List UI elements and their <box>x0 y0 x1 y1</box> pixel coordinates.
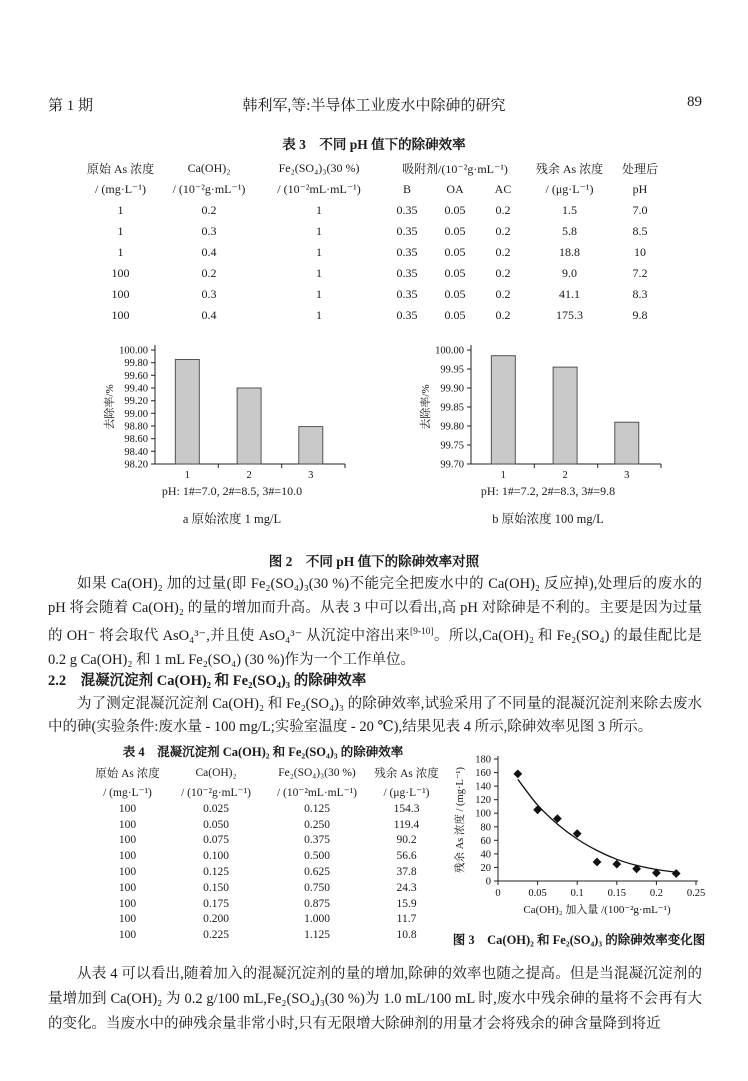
cell: 0.200 <box>203 913 229 926</box>
svg-text:0.1: 0.1 <box>570 888 584 899</box>
running-title: 韩利军,等:半导体工业废水中除砷的研究 <box>242 98 506 114</box>
svg-text:99.90: 99.90 <box>440 383 464 395</box>
col-header-unit: OA <box>446 182 464 196</box>
table-row <box>78 242 668 263</box>
bar <box>553 367 577 464</box>
svg-text:160: 160 <box>475 768 491 780</box>
svg-text:100: 100 <box>475 808 491 820</box>
table-row <box>78 284 668 305</box>
cell: 1 <box>316 245 322 259</box>
table4 <box>85 763 441 943</box>
svg-text:80: 80 <box>480 822 491 834</box>
svg-text:99.70: 99.70 <box>440 459 464 471</box>
ph-note-b: pH: 1#=7.2, 2#=8.3, 3#=9.8 <box>480 484 616 498</box>
cell: 0.2 <box>495 245 511 259</box>
svg-text:99.00: 99.00 <box>124 408 148 420</box>
cell: 0.2 <box>495 287 511 301</box>
cell: 1.5 <box>562 203 577 217</box>
cell: 7.2 <box>632 266 648 280</box>
tick-labels <box>475 755 705 900</box>
cell: 1 <box>117 203 124 217</box>
subcaption-b: b 原始浓度 100 mg/L <box>492 512 604 526</box>
cell: 10 <box>634 245 646 259</box>
cell: 1 <box>316 203 322 217</box>
svg-text:98.40: 98.40 <box>124 446 148 458</box>
col-header: 残余 As 浓度 <box>535 162 604 176</box>
cell: 9.8 <box>632 308 648 322</box>
svg-text:180: 180 <box>475 754 491 766</box>
cell: 0.05 <box>444 266 466 280</box>
col-header-unit: / (mg·L⁻¹) <box>103 786 152 799</box>
svg-text:60: 60 <box>480 835 491 847</box>
paragraph-text: 如果 Ca(OH)₂ 加的过量(即 Fe₂(SO₄)₃(30 %)不能完全把废水中的 Ca(OH)₂ 反应掉),处理后的废水的 pH 将会随着 Ca(OH)₂ 的量的增加而升高。从表 3 中可以看出,高 pH 对除砷是不利的。主要是因为过量的 OH⁻ 将会取代 AsO₄³⁻,并且使 AsO₄³⁻ 从沉淀中溶出来 <box>48 576 702 644</box>
cell: 5.8 <box>562 224 577 238</box>
cell: 0.125 <box>203 866 229 879</box>
cell: 0.2 <box>201 203 217 217</box>
cell: 100 <box>118 850 137 863</box>
bar <box>491 356 515 464</box>
table3 <box>78 158 668 326</box>
cell: 0.025 <box>203 802 229 815</box>
cell: 0.35 <box>396 224 418 238</box>
cell: 175.3 <box>556 308 583 322</box>
cell: 0.3 <box>201 224 217 238</box>
col-header-unit: B <box>402 182 411 196</box>
cell: 0.075 <box>203 834 229 847</box>
cell: 0.175 <box>203 897 229 910</box>
cell: 24.3 <box>396 881 417 894</box>
data-point <box>672 869 681 878</box>
cell: 0.2 <box>495 308 511 322</box>
svg-text:98.60: 98.60 <box>124 434 148 446</box>
bar <box>299 427 323 464</box>
cell: 0.100 <box>203 850 229 863</box>
svg-text:0: 0 <box>485 876 491 888</box>
svg-text:100.00: 100.00 <box>435 345 464 357</box>
cell: 0.2 <box>495 224 511 238</box>
cell: 0.500 <box>304 850 330 863</box>
table-row <box>78 200 668 221</box>
table-row <box>85 833 441 849</box>
cell: 100 <box>118 897 137 910</box>
cell: 0.050 <box>203 818 229 831</box>
svg-text:99.95: 99.95 <box>440 364 464 376</box>
axis <box>494 756 698 885</box>
table-row <box>85 801 441 817</box>
svg-text:0.2: 0.2 <box>649 888 663 899</box>
bar <box>175 360 199 465</box>
cell: 100 <box>111 308 130 322</box>
svg-text:20: 20 <box>480 862 491 874</box>
y-axis-label: 残余 As 浓度 / (mg·L⁻¹) <box>455 766 466 874</box>
svg-text:0: 0 <box>495 888 501 899</box>
svg-text:99.80: 99.80 <box>440 421 464 433</box>
cell: 0.625 <box>304 866 330 879</box>
bars <box>175 360 322 465</box>
svg-text:0.15: 0.15 <box>607 888 626 899</box>
data-point <box>593 858 602 867</box>
cell: 100 <box>118 866 137 879</box>
citation-ref: [9-10] <box>409 627 434 637</box>
cell: 15.9 <box>396 897 417 910</box>
figure3 <box>448 753 710 948</box>
cell: 100 <box>118 802 137 815</box>
table-row <box>85 927 441 943</box>
cell: 0.2 <box>495 203 511 217</box>
cell: 0.35 <box>396 308 418 322</box>
table-row <box>85 896 441 912</box>
col-header: 残余 As 浓度 <box>374 767 439 780</box>
cell: 1.000 <box>304 913 330 926</box>
svg-text:1: 1 <box>184 470 190 481</box>
svg-text:3: 3 <box>308 470 314 481</box>
cell: 0.2 <box>201 266 217 280</box>
cell: 41.1 <box>559 287 580 301</box>
table4-header <box>85 763 441 801</box>
table-row <box>85 880 441 896</box>
col-header: 处理后 <box>621 162 658 176</box>
table-row <box>85 817 441 833</box>
svg-text:0.25: 0.25 <box>686 888 706 899</box>
cell: 100 <box>118 929 137 942</box>
svg-text:99.40: 99.40 <box>124 383 148 395</box>
svg-text:140: 140 <box>475 781 491 793</box>
cell: 154.3 <box>393 802 420 815</box>
svg-text:99.60: 99.60 <box>124 370 148 382</box>
svg-text:0.05: 0.05 <box>528 888 547 899</box>
svg-text:99.80: 99.80 <box>124 358 148 370</box>
cell: 0.875 <box>304 897 330 910</box>
paragraph-experiment-intro: 为了测定混凝沉淀剂 Ca(OH)₂ 和 Fe₂(SO₄)₃ 的除砷效率,试验采用了不同量的混凝沉淀剂来除去废水中的砷(实验条件:废水量 - 100 mg/L;实验室温度 - 20 ℃),结果见表 4 所示,除砷效率见图 3 所示。 <box>48 696 702 735</box>
col-header-unit: AC <box>494 182 512 196</box>
col-header: Ca(OH)₂ <box>195 766 237 779</box>
svg-text:99.85: 99.85 <box>440 402 464 414</box>
cell: 0.3 <box>201 287 217 301</box>
col-header: Fe₂(SO₄)₃(30 %) <box>278 766 356 779</box>
cell: 11.7 <box>396 913 417 926</box>
bar <box>237 388 261 464</box>
svg-text:98.80: 98.80 <box>124 421 148 433</box>
svg-text:2: 2 <box>562 470 568 481</box>
table-row <box>78 221 668 242</box>
cell: 100 <box>111 266 130 280</box>
table3-header <box>78 158 668 200</box>
col-header-unit: / (10⁻²mL·mL⁻¹) <box>277 182 361 196</box>
figure2-chart-b <box>404 342 692 527</box>
table-row <box>85 912 441 928</box>
scatter-chart <box>448 753 710 921</box>
cell: 56.6 <box>396 850 417 863</box>
cell: 18.8 <box>559 245 580 259</box>
cell: 0.35 <box>396 287 418 301</box>
table-row <box>85 848 441 864</box>
col-header: 吸附剂/(10⁻²g·mL⁻¹) <box>402 162 508 176</box>
data-point <box>533 805 542 814</box>
bars <box>491 356 639 464</box>
table3-caption: 表 3 不同 pH 值下的除砷效率 <box>282 137 466 152</box>
subcaption-a: a 原始浓度 1 mg/L <box>182 512 282 526</box>
cell: 0.05 <box>444 287 466 301</box>
cell: 100 <box>118 834 137 847</box>
x-axis-label: Ca(OH)₂ 加入量 /(100⁻²g·mL⁻¹) <box>523 904 671 916</box>
tick-labels <box>119 346 313 482</box>
cell: 10.8 <box>396 929 417 942</box>
section-heading-2-2: 2.2 混凝沉淀剂 Ca(OH)₂ 和 Fe₂(SO₄)₃ 的除砷效率 <box>48 673 367 689</box>
svg-text:120: 120 <box>475 795 491 807</box>
cell: 0.750 <box>304 881 330 894</box>
col-header: Ca(OH)₂ <box>187 161 231 175</box>
data-points <box>513 770 680 878</box>
col-header-unit: / (mg·L⁻¹) <box>95 182 146 196</box>
table-row <box>78 263 668 284</box>
col-header-unit: pH <box>632 182 648 196</box>
y-axis-label: 去除率/% <box>104 384 116 430</box>
cell: 37.8 <box>396 866 417 879</box>
paragraph-table4-discussion: 从表 4 可以看出,随着加入的混凝沉淀剂的量的增加,除砷的效率也随之提高。但是当混凝沉淀剂的量增加到 Ca(OH)₂ 为 0.2 g/100 mL,Fe₂(SO₄)₃(30 %)为 1.0 mL/100 mL 时,废水中残余砷的量将不会再有大的变化。当废水中的砷残余量非常小时,只有无限增大除砷剂的用量才会将残余的砷含量降到将近 <box>48 966 702 1032</box>
cell: 1 <box>316 287 322 301</box>
figure2 <box>88 342 692 527</box>
cell: 0.4 <box>201 245 217 259</box>
bar-chart-a <box>97 342 367 482</box>
paragraph-ph-discussion <box>48 572 702 672</box>
cell: 100 <box>118 818 137 831</box>
col-header-unit: / (10⁻²mL·mL⁻¹) <box>276 786 358 799</box>
svg-text:3: 3 <box>624 470 630 481</box>
y-axis-label: 去除率/% <box>420 384 432 430</box>
cell: 1 <box>117 224 124 238</box>
cell: 0.05 <box>444 224 466 238</box>
cell: 119.4 <box>393 818 420 831</box>
cell: 0.4 <box>201 308 217 322</box>
svg-text:99.75: 99.75 <box>440 440 464 452</box>
cell: 0.05 <box>444 308 466 322</box>
cell: 0.250 <box>304 818 330 831</box>
svg-text:98.20: 98.20 <box>124 459 148 471</box>
svg-text:40: 40 <box>480 849 491 861</box>
cell: 1 <box>316 266 322 280</box>
col-header-unit: / (10⁻²g·mL⁻¹) <box>181 786 251 799</box>
figure3-caption: 图 3 Ca(OH)₂ 和 Fe₂(SO₄)₃ 的除砷效率变化图 <box>452 933 706 947</box>
data-point <box>513 770 522 779</box>
col-header: 原始 As 浓度 <box>95 767 160 780</box>
journal-issue: 第 1 期 <box>48 98 94 114</box>
cell: 1 <box>316 308 322 322</box>
col-header: 原始 As 浓度 <box>86 162 155 176</box>
cell: 9.0 <box>562 266 577 280</box>
bar <box>615 422 639 464</box>
cell: 0.05 <box>444 245 466 259</box>
cell: 1 <box>316 224 322 238</box>
cell: 100 <box>118 913 137 926</box>
svg-text:2: 2 <box>246 470 252 481</box>
cell: 8.3 <box>632 287 648 301</box>
cell: 0.2 <box>495 266 511 280</box>
col-header: Fe₂(SO₄)₃(30 %) <box>278 161 360 175</box>
cell: 0.225 <box>203 929 229 942</box>
col-header-unit: / (μg·L⁻¹) <box>383 786 430 799</box>
paragraph-text: 。所以,Ca(OH)₂ 和 Fe₂(SO₄) 的最佳配比是 0.2 g Ca(OH)₂ 和 1 mL Fe₂(SO₄) (30 %)作为一个工作单位。 <box>48 627 702 668</box>
svg-text:99.20: 99.20 <box>124 396 148 408</box>
cell: 0.125 <box>304 802 330 815</box>
figure2-chart-a <box>88 342 376 527</box>
cell: 0.35 <box>396 266 418 280</box>
cell: 0.150 <box>203 881 229 894</box>
cell: 1 <box>117 245 124 259</box>
table-row <box>85 864 441 880</box>
svg-text:100.00: 100.00 <box>119 345 148 357</box>
ph-note-a: pH: 1#=7.0, 2#=8.5, 3#=10.0 <box>161 484 303 498</box>
cell: 0.35 <box>396 245 418 259</box>
cell: 0.35 <box>396 203 418 217</box>
table4-caption: 表 4 混凝沉淀剂 Ca(OH)₂ 和 Fe₂(SO₄)₃ 的除砷效率 <box>122 745 404 759</box>
col-header-unit: / (μg·L⁻¹) <box>545 182 594 196</box>
cell: 0.05 <box>444 203 466 217</box>
col-header-unit: / (10⁻²g·mL⁻¹) <box>172 182 246 196</box>
figure2-caption: 图 2 不同 pH 值下的除砷效率对照 <box>268 554 480 569</box>
cell: 7.0 <box>632 203 648 217</box>
cell: 0.375 <box>304 834 330 847</box>
tick-labels <box>435 346 629 482</box>
bar-chart-b <box>413 342 683 482</box>
table-row <box>78 305 668 326</box>
page-number: 89 <box>687 94 702 110</box>
cell: 90.2 <box>396 834 417 847</box>
cell: 8.5 <box>632 224 648 238</box>
svg-text:1: 1 <box>500 470 506 481</box>
cell: 100 <box>118 881 137 894</box>
cell: 100 <box>111 287 130 301</box>
cell: 1.125 <box>304 929 330 942</box>
